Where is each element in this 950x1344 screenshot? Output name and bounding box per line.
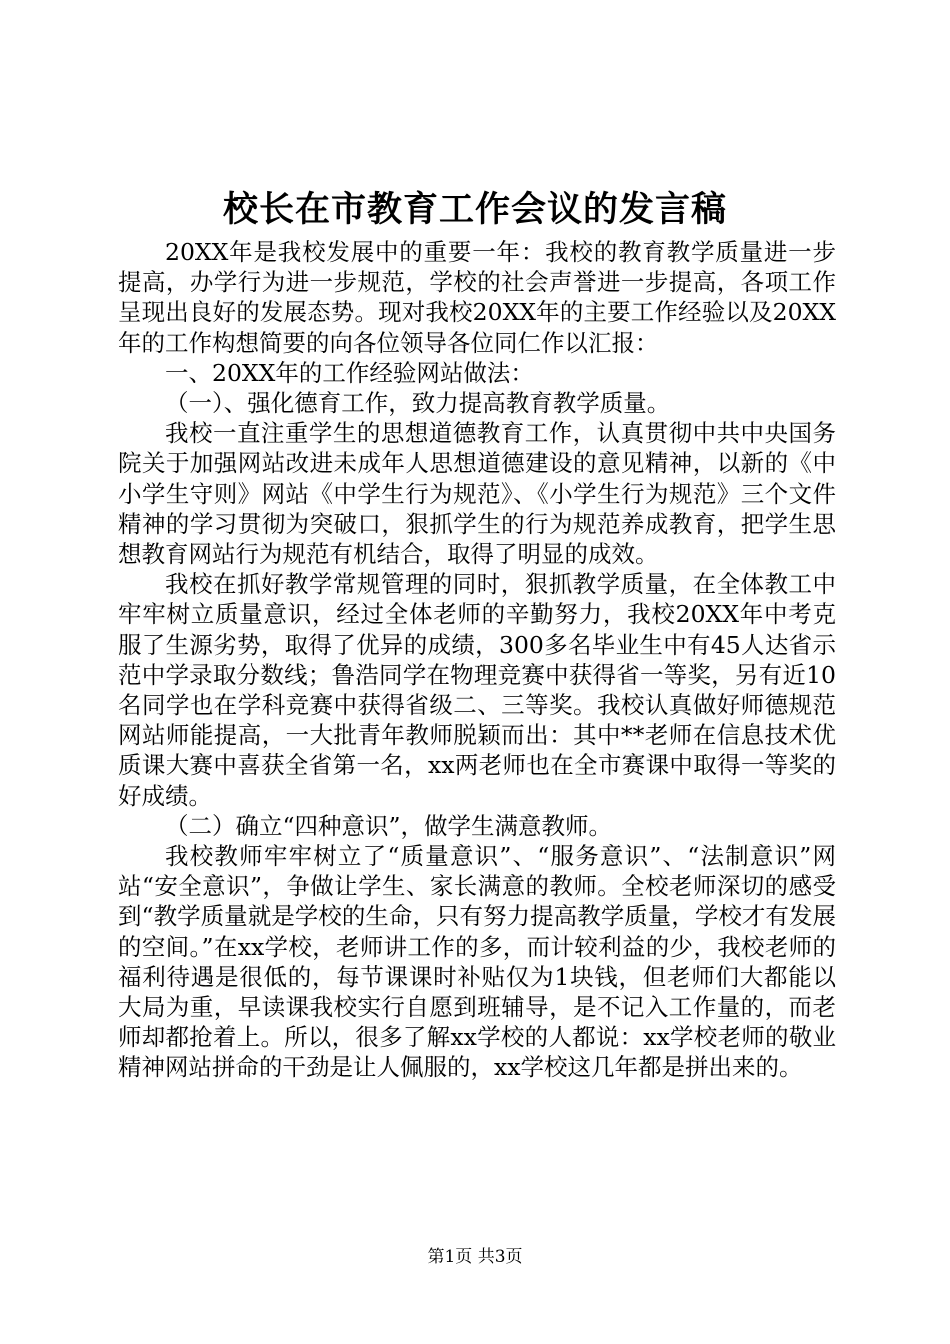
- paragraph-four-awareness: 我校教师牢牢树立了“质量意识”、“服务意识”、“法制意识”网站“安全意识”，争做让学生、家长满意的教师。全校老师深切的感受到“教学质量就是学校的生命，只有努力提高教学质量，学校才有发展的空间。”在xx学校，老师讲工作的多，而计较利益的少，我校老师的福利待遇是很低的，每节课课时补贴仅为1块钱，但老师们大都能以大局为重，早读课我校实行自愿到班辅导，是不记入工作量的，而老师却都抢着上。所以，很多了解xx学校的人都说：xx学校老师的敬业精神网站拼命的干劲是让人佩服的，xx学校这几年都是拼出来的。: [118, 842, 836, 1082]
- document-body: [118, 237, 836, 1083]
- subsection-heading-1: （一）、强化德育工作，致力提高教育教学质量。: [165, 389, 671, 418]
- document-title: 校长在市教育工作会议的发言稿: [222, 189, 727, 230]
- paragraph-teaching-quality: 我校在抓好教学常规管理的同时，狠抓教学质量，在全体教工中牢牢树立质量意识，经过全体老师的辛勤努力，我校20XX年中考克服了生源劣势，取得了优异的成绩，300多名毕业生中有45人达省示范中学录取分数线；鲁浩同学在物理竞赛中获得省一等奖，另有近10名同学也在学科竞赛中获得省级二、三等奖。我校认真做好师德规范网站师能提高，一大批青年教师脱颖而出：其中**老师在信息技术优质课大赛中喜获全省第一名，xx两老师也在全市赛课中取得一等奖的好成绩。: [118, 570, 836, 810]
- subsection-heading-2: （二）确立“四种意识”，做学生满意教师。: [165, 811, 613, 840]
- page-number: 第1页 共3页: [427, 1247, 523, 1267]
- paragraph-intro: 20XX年是我校发展中的重要一年：我校的教育教学质量进一步提高，办学行为进一步规范，学校的社会声誉进一步提高，各项工作呈现出良好的发展态势。现对我校20XX年的主要工作经验以及20XX年的工作构想简要的向各位领导各位同仁作以汇报：: [118, 238, 836, 357]
- section-heading-1: 一、20XX年的工作经验网站做法：: [165, 358, 534, 387]
- paragraph-moral-education: 我校一直注重学生的思想道德教育工作，认真贯彻中共中央国务院关于加强网站改进未成年人思想道德建设的意见精神，以新的《中小学生守则》网站《中学生行为规范》、《小学生行为规范》三个文件精神的学习贯彻为突破口，狠抓学生的行为规范养成教育，把学生思想教育网站行为规范有机结合，取得了明显的成效。: [118, 419, 836, 569]
